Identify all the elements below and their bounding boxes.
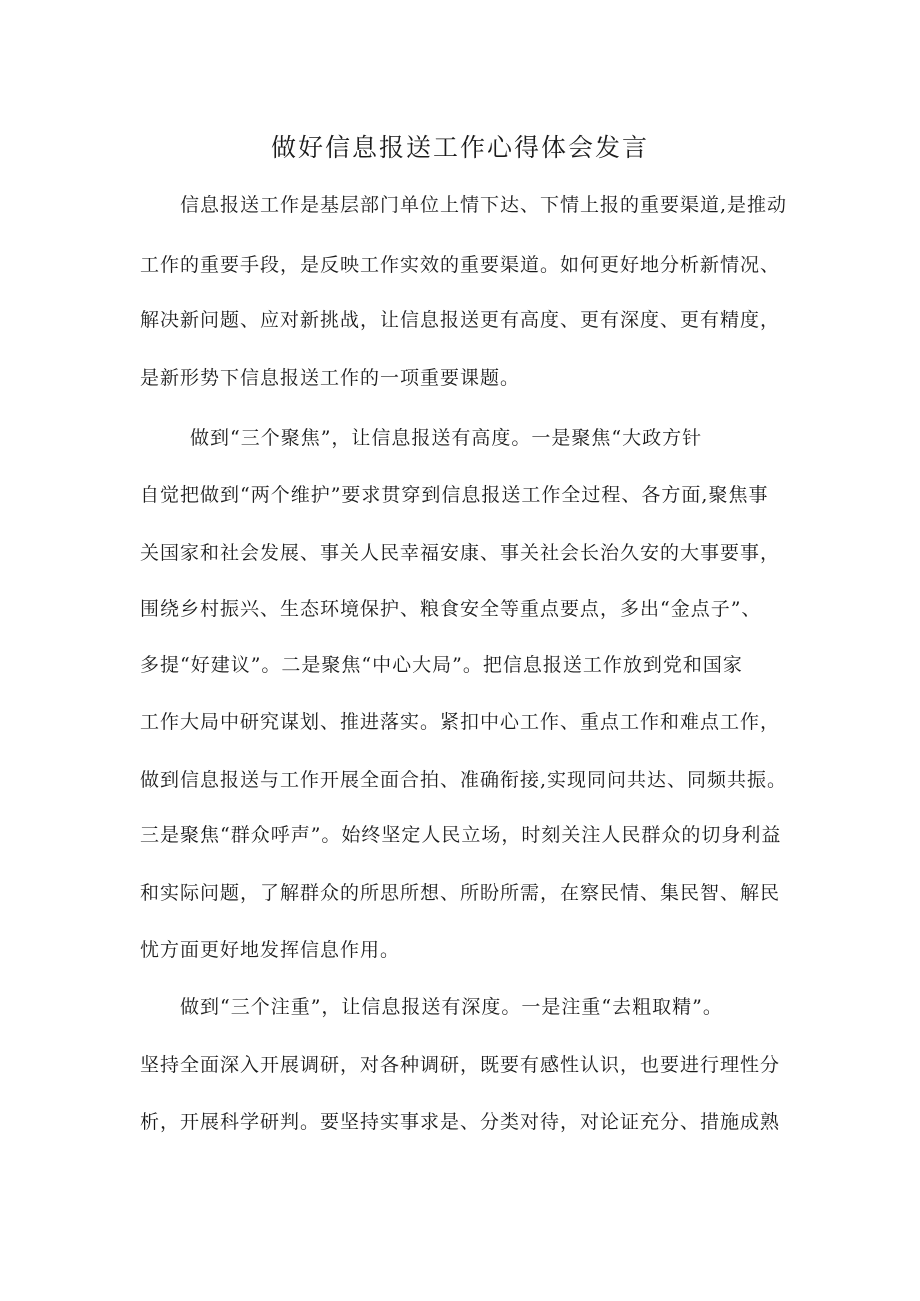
paragraph-line: 和实际问题，了解群众的所思所想、所盼所需，在察民情、集民智、解民 (140, 882, 781, 904)
paragraph-line: 围绕乡村振兴、生态环境保护、粮食安全等重点要点，多出“金点子”、 (140, 598, 762, 620)
paragraph-line: 多提“好建议”。二是聚焦“中心大局”。把信息报送工作放到党和国家 (140, 654, 743, 676)
paragraph-line: 做到信息报送与工作开展全面合拍、准确衔接,实现同问共达、同频共振。 (140, 769, 788, 791)
paragraph-line: 信息报送工作是基层部门单位上情下达、下情上报的重要渠道,是推动 (180, 194, 788, 216)
paragraph-line: 是新形势下信息报送工作的一项重要课题。 (140, 367, 521, 389)
document-title: 做好信息报送工作心得体会发言 (270, 133, 649, 162)
paragraph-line: 工作大局中研究谋划、推进落实。紧扣中心工作、重点工作和难点工作， (140, 711, 781, 733)
paragraph-line: 做到“三个注重”，让信息报送有深度。一是注重“去粗取精”。 (180, 996, 723, 1018)
paragraph-line: 解决新问题、应对新挑战，让信息报送更有高度、更有深度、更有精度， (140, 309, 781, 331)
paragraph-line: 做到“三个聚焦”，让信息报送有高度。一是聚焦“大政方针 (190, 427, 703, 449)
paragraph-line: 析，开展科学研判。要坚持实事求是、分类对待，对论证充分、措施成熟 (140, 1111, 781, 1133)
paragraph-line: 坚持全面深入开展调研，对各种调研，既要有感性认识，也要进行理性分 (140, 1054, 781, 1076)
paragraph-line: 三是聚焦“群众呼声”。始终坚定人民立场，时刻关注人民群众的切身利益 (140, 824, 782, 846)
paragraph-line: 自觉把做到“两个维护”要求贯穿到信息报送工作全过程、各方面,聚焦事 (140, 484, 769, 506)
paragraph-line: 关国家和社会发展、事关人民幸福安康、事关社会长治久安的大事要事， (140, 542, 781, 564)
paragraph-line: 忧方面更好地发挥信息作用。 (140, 939, 401, 961)
paragraph-line: 工作的重要手段，是反映工作实效的重要渠道。如何更好地分析新情况、 (140, 254, 781, 276)
